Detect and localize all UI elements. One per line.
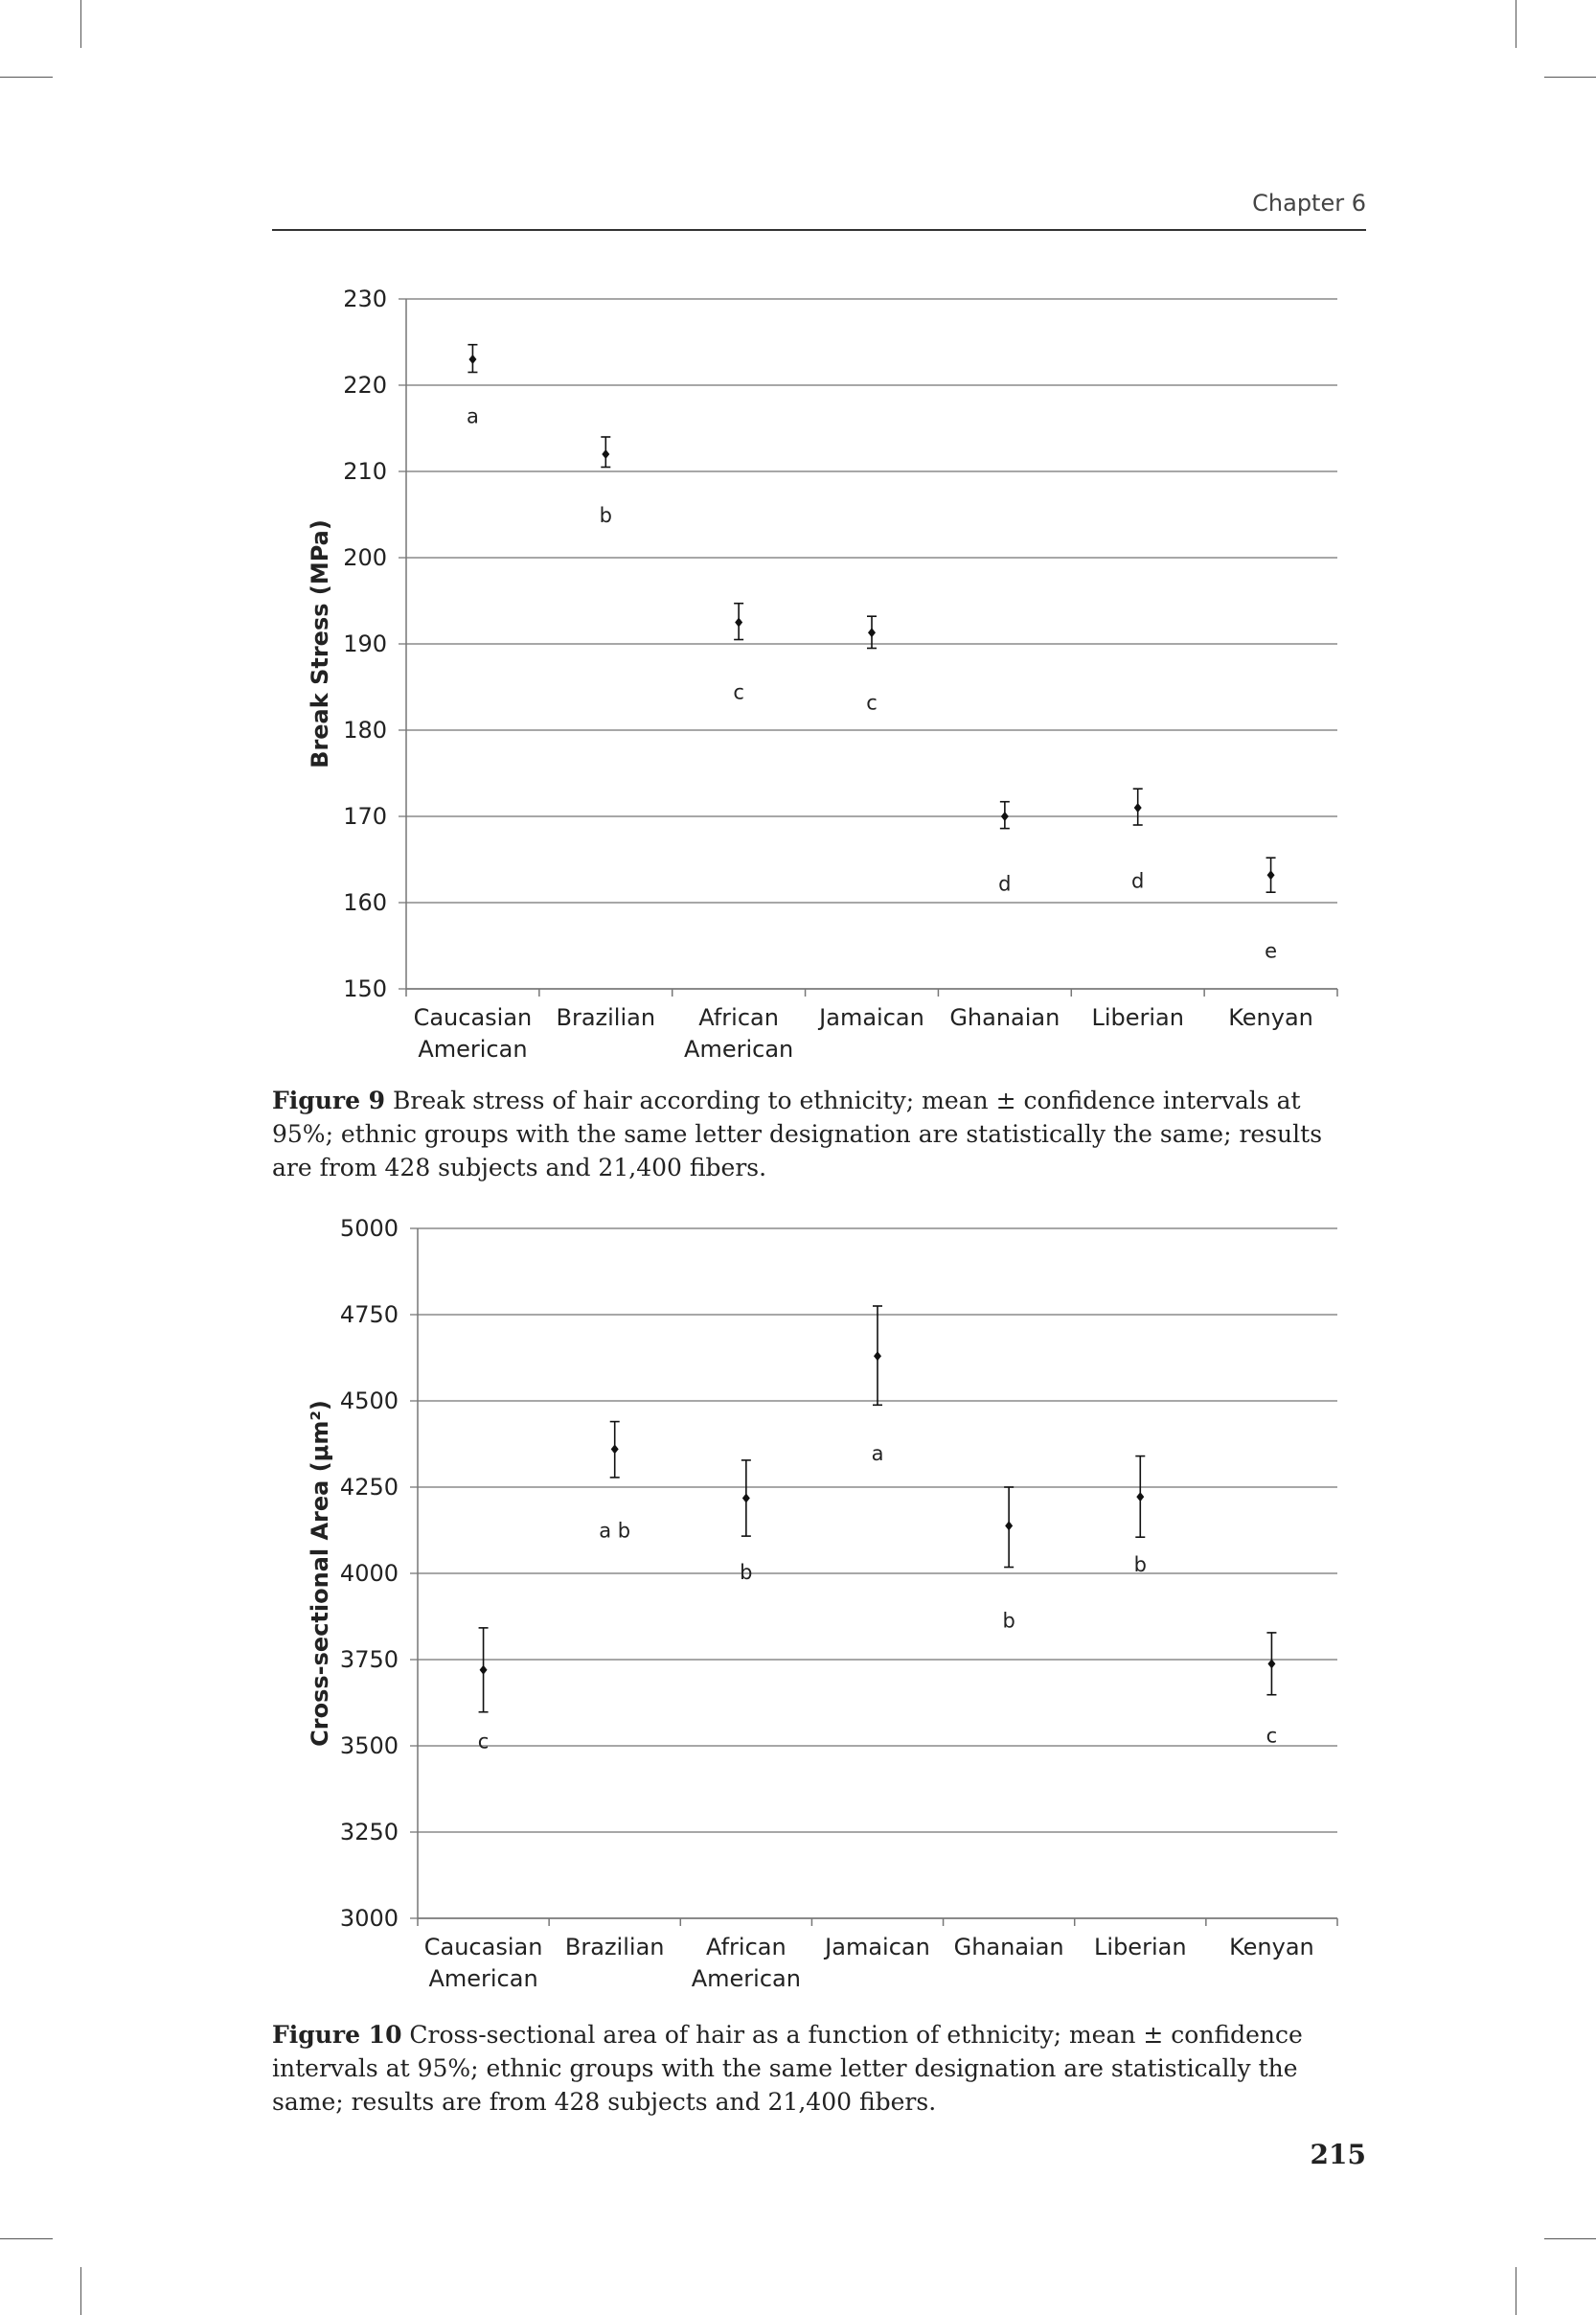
group-letter: a xyxy=(466,404,479,428)
x-tick-label: Caucasian xyxy=(413,1004,533,1031)
x-tick-label: Brazilian xyxy=(556,1004,656,1031)
figure-9-caption xyxy=(272,1084,1366,1184)
y-tick-label: 190 xyxy=(343,630,387,657)
crop-mark xyxy=(80,0,81,48)
crop-mark xyxy=(0,77,53,78)
x-tick-label: American xyxy=(684,1036,794,1063)
group-letter: b xyxy=(1002,1609,1015,1633)
x-tick-label: Jamaican xyxy=(825,1934,930,1960)
group-letter: d xyxy=(1131,869,1145,893)
cross-sectional-area-chart xyxy=(272,1217,1366,2012)
break-stress-chart xyxy=(272,278,1366,1073)
y-tick-label: 4000 xyxy=(339,1560,399,1587)
y-tick-label: 220 xyxy=(343,372,387,399)
group-letter: c xyxy=(477,1730,490,1753)
data-point xyxy=(1267,1659,1275,1668)
y-tick-label: 3000 xyxy=(339,1905,399,1932)
group-letter: c xyxy=(1265,1724,1278,1748)
data-point xyxy=(480,1665,488,1675)
y-axis-label: Cross-sectional Area (μm²) xyxy=(307,1400,333,1747)
header-rule xyxy=(272,229,1366,231)
x-tick-label: Jamaican xyxy=(819,1004,924,1031)
x-tick-label: African xyxy=(698,1004,779,1031)
chapter-header: Chapter 6 xyxy=(1252,190,1366,217)
y-tick-label: 3500 xyxy=(339,1732,399,1759)
crop-mark xyxy=(80,2267,81,2315)
group-letter: b xyxy=(1133,1552,1147,1576)
data-point xyxy=(742,1494,750,1503)
y-tick-label: 4250 xyxy=(339,1474,399,1501)
y-axis-label: Break Stress (MPa) xyxy=(307,519,333,768)
x-tick-label: American xyxy=(691,1965,801,1992)
data-point xyxy=(1001,812,1009,821)
group-letter: a xyxy=(871,1442,884,1465)
group-letter: b xyxy=(740,1561,753,1585)
figure-10-text: Cross-sectional area of hair as a function of ethnicity; mean ± confidence intervals at 95%; ethnic groups with the same letter designation are statistically the same; results are from 428 subjects and 21,400 fibers. xyxy=(272,2021,1303,2116)
y-tick-label: 170 xyxy=(343,803,387,830)
y-tick-label: 4500 xyxy=(339,1387,399,1414)
page-number: 215 xyxy=(1310,2139,1366,2170)
figure-9-text: Break stress of hair according to ethnicity; mean ± confidence intervals at 95%; ethnic groups with the same letter designation are statistically the same; results are from 428 subjects and 21,400 fibers. xyxy=(272,1087,1323,1181)
figure-9-label: Figure 9 xyxy=(272,1087,386,1114)
data-point xyxy=(1136,1492,1144,1501)
data-point xyxy=(1134,803,1142,813)
data-point xyxy=(1005,1521,1013,1530)
x-tick-label: Kenyan xyxy=(1228,1004,1313,1031)
data-point xyxy=(874,1351,881,1361)
figure-10-caption xyxy=(272,2018,1366,2119)
x-tick-label: Caucasian xyxy=(423,1934,543,1960)
x-tick-label: Ghanaian xyxy=(953,1934,1064,1960)
y-tick-label: 5000 xyxy=(339,1217,399,1242)
x-tick-label: Liberian xyxy=(1094,1934,1187,1960)
crop-mark xyxy=(1544,2238,1596,2239)
data-point xyxy=(868,628,876,637)
x-tick-label: American xyxy=(428,1965,538,1992)
y-tick-label: 150 xyxy=(343,975,387,1002)
data-point xyxy=(611,1444,619,1454)
group-letter: b xyxy=(599,504,612,527)
y-tick-label: 3250 xyxy=(339,1819,399,1845)
data-point xyxy=(1267,870,1275,880)
figure-10-label: Figure 10 xyxy=(272,2021,402,2049)
x-tick-label: American xyxy=(418,1036,528,1063)
group-letter: d xyxy=(998,872,1012,896)
group-letter: e xyxy=(1265,939,1278,963)
y-tick-label: 230 xyxy=(343,286,387,312)
x-tick-label: Kenyan xyxy=(1229,1934,1314,1960)
data-point xyxy=(602,449,609,459)
y-tick-label: 3750 xyxy=(339,1646,399,1673)
crop-mark xyxy=(0,2238,53,2239)
crop-mark xyxy=(1544,77,1596,78)
data-point xyxy=(468,355,476,364)
y-tick-label: 160 xyxy=(343,889,387,916)
data-point xyxy=(735,618,742,628)
y-tick-label: 210 xyxy=(343,458,387,485)
x-tick-label: Brazilian xyxy=(564,1934,665,1960)
y-tick-label: 180 xyxy=(343,717,387,744)
x-tick-label: Ghanaian xyxy=(949,1004,1060,1031)
group-letter: c xyxy=(733,680,744,704)
y-tick-label: 4750 xyxy=(339,1301,399,1328)
x-tick-label: Liberian xyxy=(1091,1004,1184,1031)
x-tick-label: African xyxy=(706,1934,787,1960)
group-letter: a b xyxy=(599,1519,631,1543)
y-tick-label: 200 xyxy=(343,544,387,571)
group-letter: c xyxy=(866,691,878,715)
